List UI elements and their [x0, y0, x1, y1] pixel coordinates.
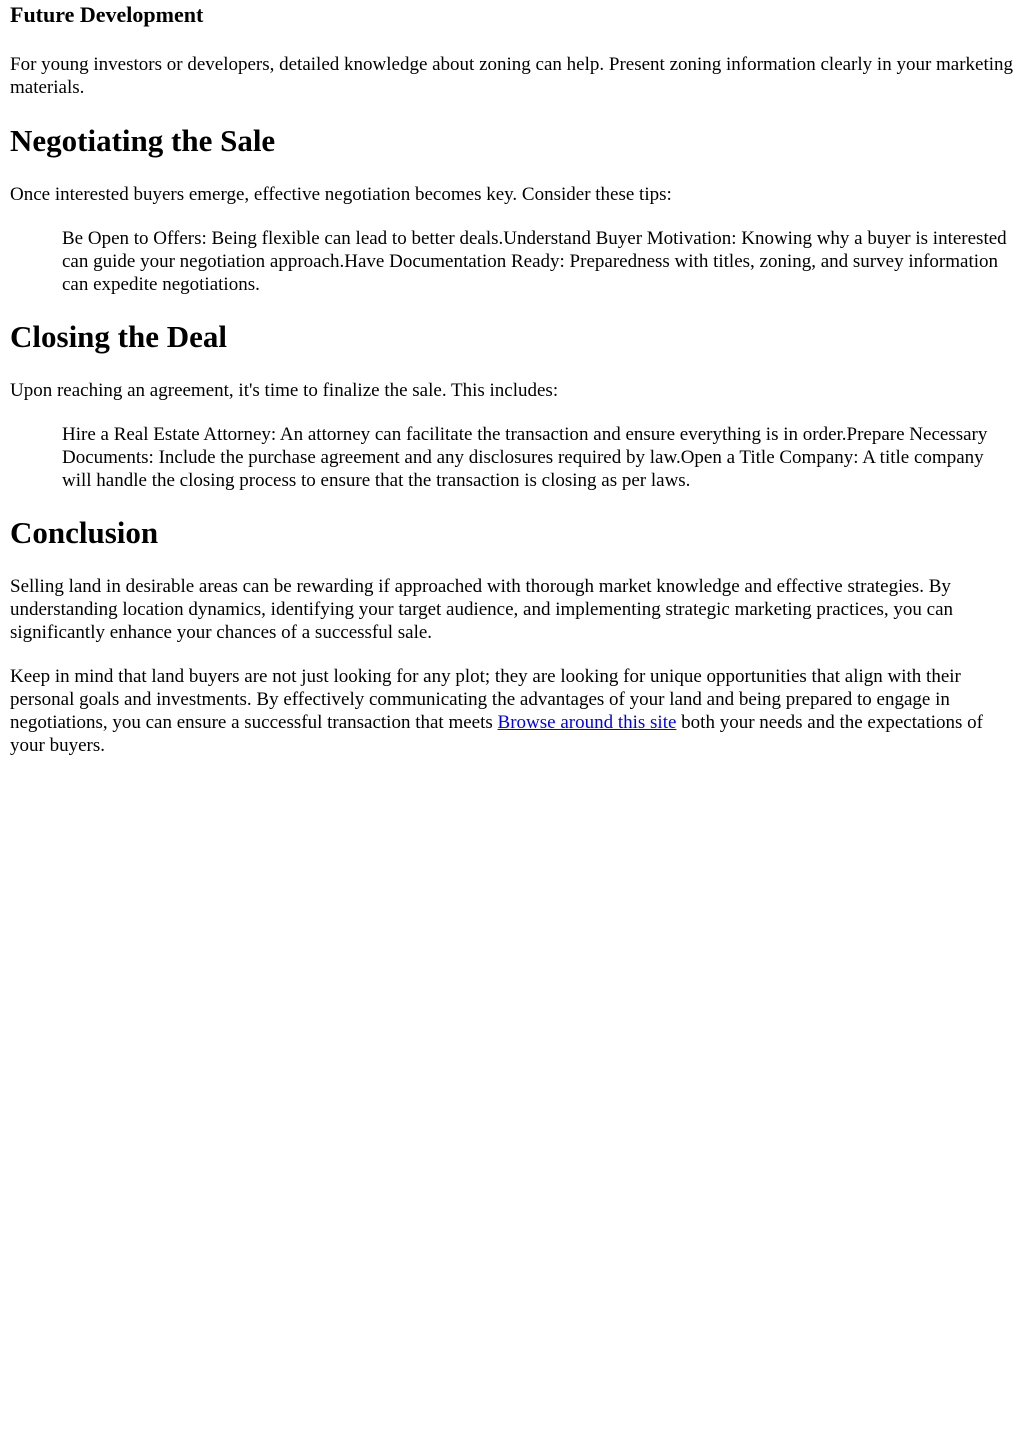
conclusion-paragraph-1: Selling land in desirable areas can be rewarding if approached with thorough market knowledge and effective strategies. By understanding location dynamics, identifying your target audience, and implementing strategic marketing practices, you can significantly enhance your chances of a successful sale. [10, 576, 954, 643]
future-development-heading: Future Development [10, 2, 204, 27]
negotiating-tips: Be Open to Offers: Being flexible can lead to better deals.Understand Buyer Motivation: Knowing why a buyer is interested can guide your negotiation approach.Have Documentation Ready: Preparedness with titles, zoning, and survey information can expedite negotiations. [62, 228, 1007, 295]
closing-steps: Hire a Real Estate Attorney: An attorney can facilitate the transaction and ensure everything is in order.Prepare Necessary Documents: Include the purchase agreement and any disclosures required by law.Open a Title Company: A title company will handle the closing process to ensure that the transaction is closing as per laws. [62, 424, 988, 491]
negotiating-heading: Negotiating the Sale [10, 123, 276, 158]
conclusion-heading: Conclusion [10, 515, 159, 550]
conclusion-paragraph-2-end: both your needs and the expectations of your buyers. [10, 712, 983, 756]
browse-site-link[interactable]: Browse around this site [497, 712, 677, 733]
conclusion-paragraph-2-start: Keep in mind that land buyers are not just looking for any plot; they are looking for unique opportunities that align with their personal goals and investments. By effectively communicating the advantages of your land and being prepared to engage in negotiations, you can ensure a successful transaction that meets [10, 666, 961, 733]
closing-intro: Upon reaching an agreement, it's time to finalize the sale. This includes: [10, 380, 559, 401]
conclusion-paragraph-2 [10, 665, 1014, 757]
negotiating-intro: Once interested buyers emerge, effective negotiation becomes key. Consider these tips: [10, 184, 672, 205]
future-development-paragraph: For young investors or developers, detailed knowledge about zoning can help. Present zoning information clearly in your marketing materials. [10, 54, 1014, 98]
closing-heading: Closing the Deal [10, 319, 227, 354]
